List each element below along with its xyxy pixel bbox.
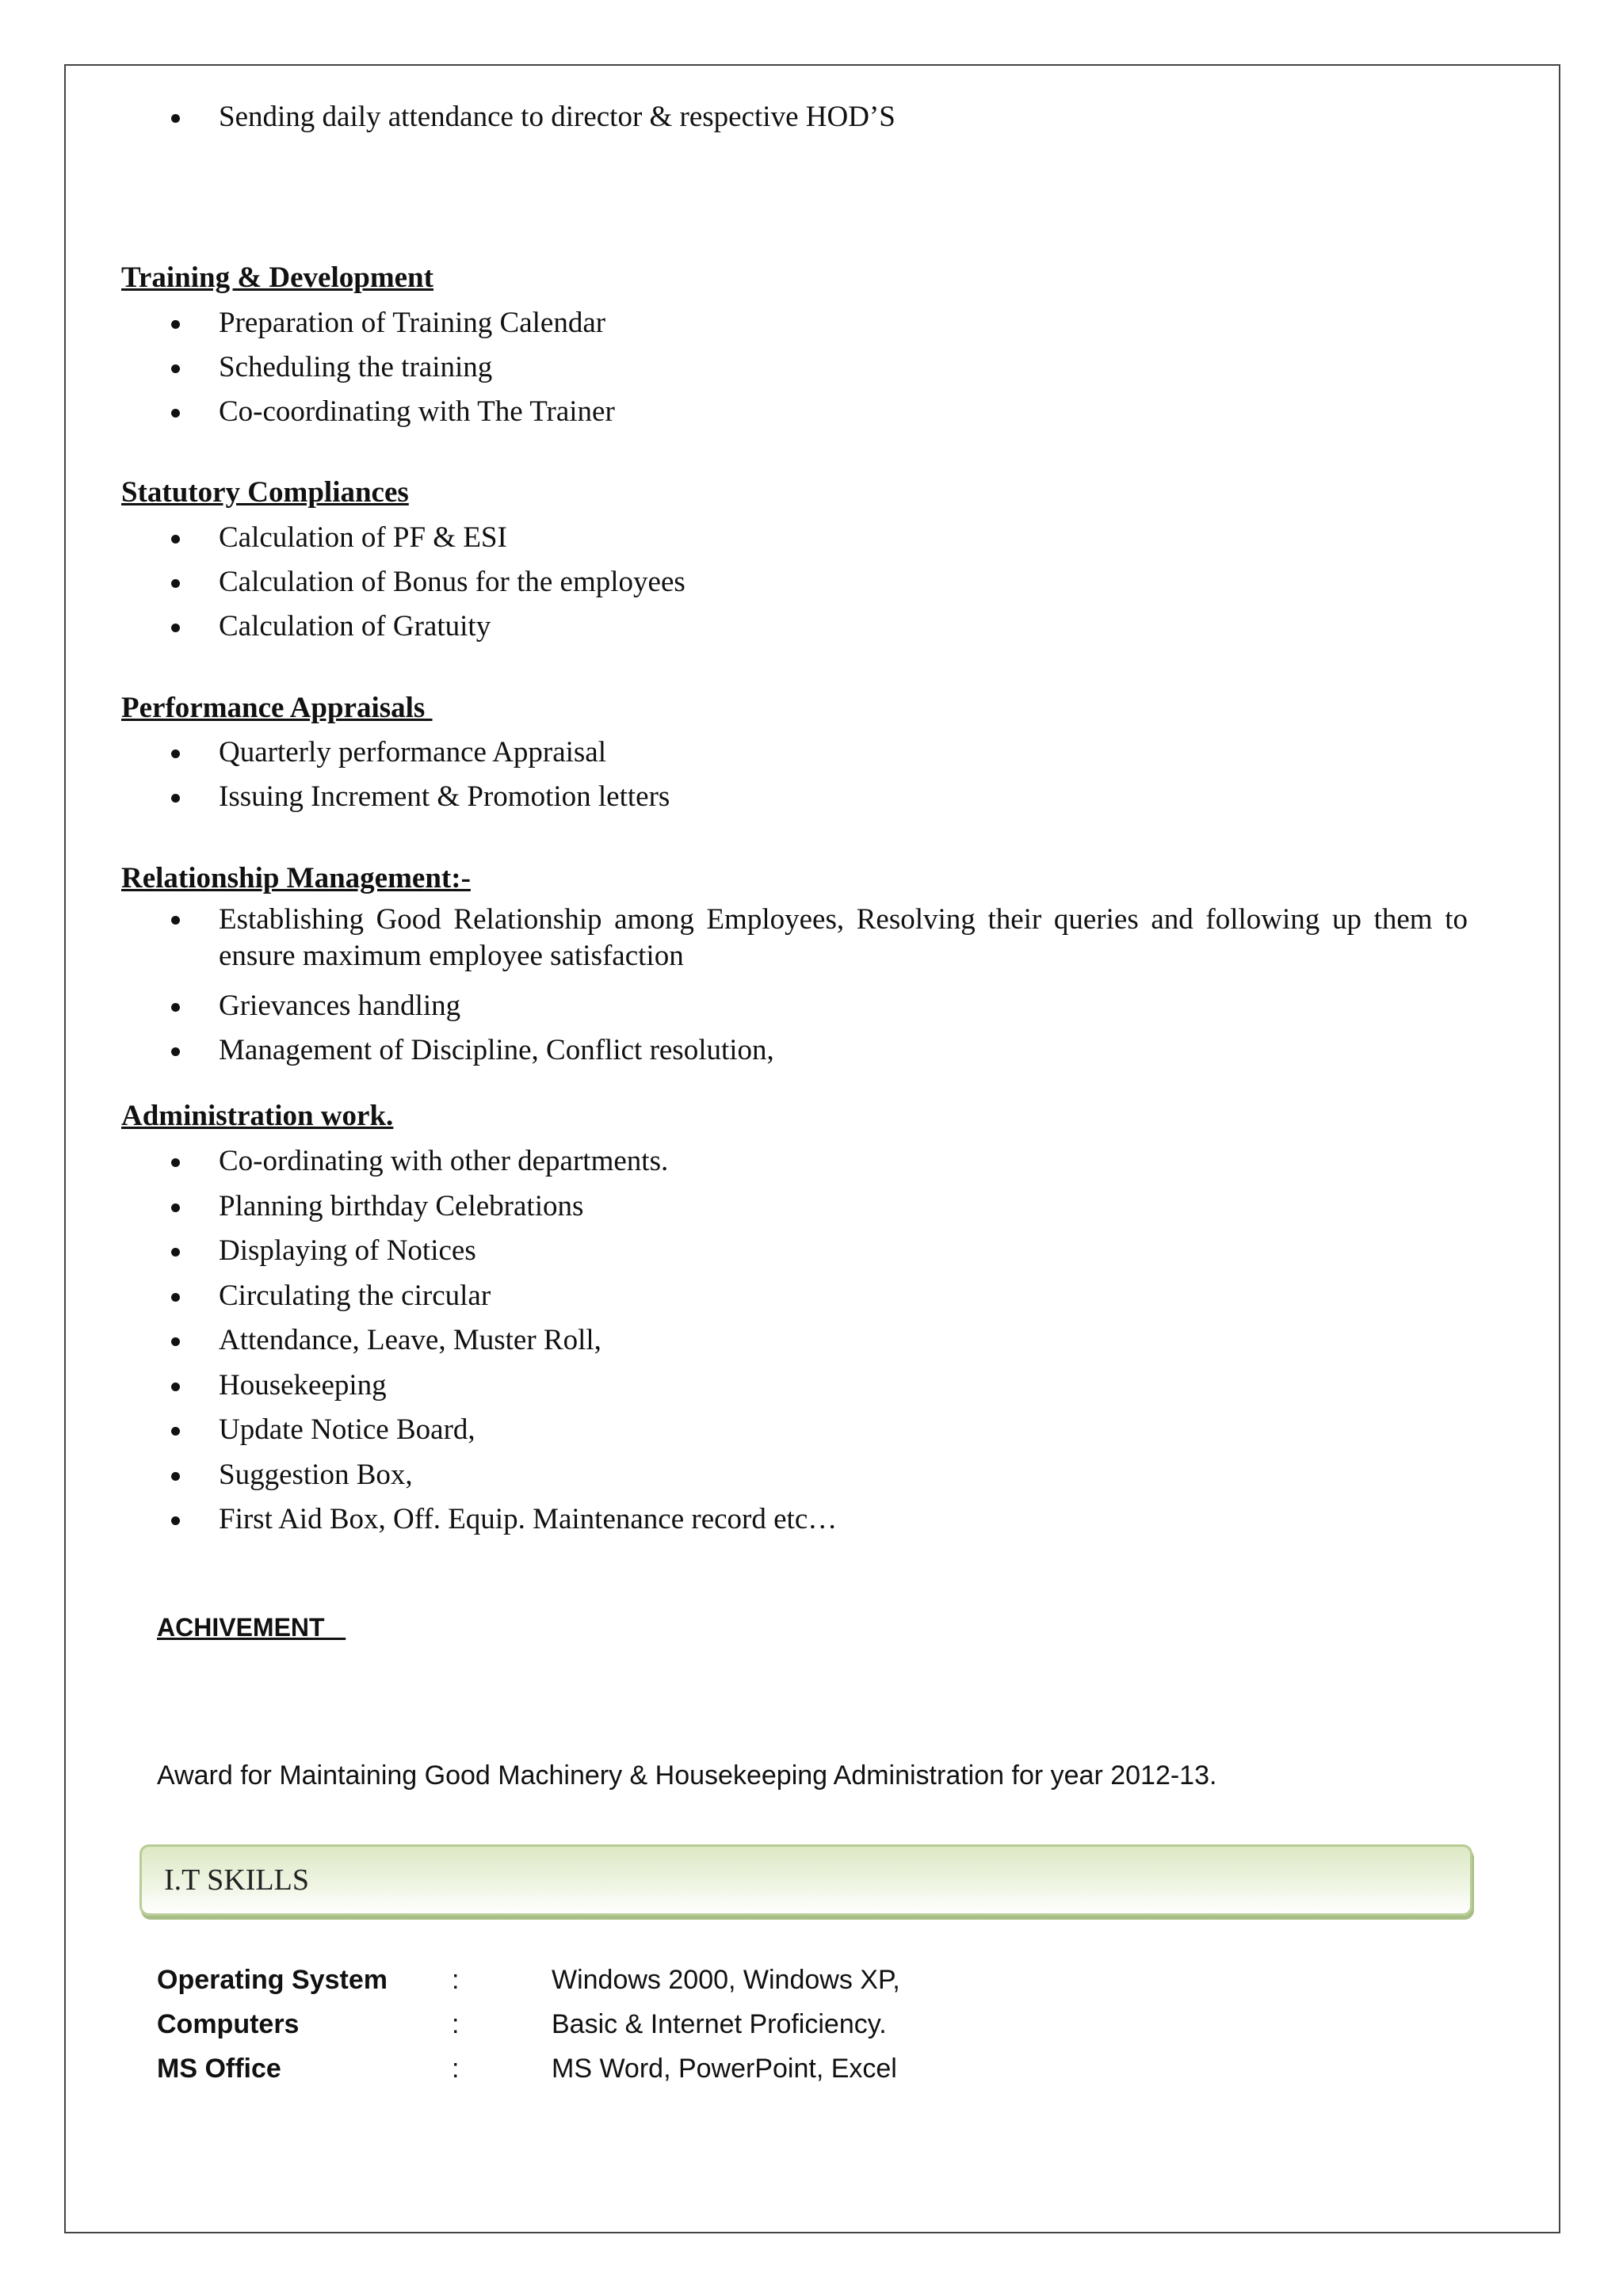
skill-row-ms-office: [0, 2054, 1623, 2098]
bullet-icon: [171, 624, 180, 632]
bullet-icon: [171, 1248, 180, 1257]
bullet-icon: [171, 1293, 180, 1302]
bullet-icon: [171, 794, 180, 803]
list-item-text: Update Notice Board,: [219, 1413, 475, 1446]
section-heading-statutory: Statutory Compliances: [121, 476, 409, 509]
list-item-text: Management of Discipline, Conflict resolution,: [219, 1034, 774, 1066]
it-skills-title: I.T SKILLS: [164, 1863, 309, 1897]
skill-separator: :: [452, 1965, 460, 1995]
list-item-text: Issuing Increment & Promotion letters: [219, 780, 670, 813]
list-item-text: Scheduling the training: [219, 351, 493, 383]
list-item-text: Housekeeping: [219, 1368, 387, 1402]
bullet-icon: [171, 1383, 180, 1391]
list-item-text: Co-coordinating with The Trainer: [219, 395, 615, 428]
list-item-text: Establishing Good Relationship among Employees, Resolving their queries and following up them to ensure maximum employee satisfaction: [219, 903, 1468, 972]
achievement-text: Award for Maintaining Good Machinery & Housekeeping Administration for year 2012-13.: [157, 1760, 1217, 1791]
list-item-text: Attendance, Leave, Muster Roll,: [219, 1324, 601, 1356]
bullet-icon: [171, 1203, 180, 1212]
section-heading-administration: Administration work.: [121, 1100, 394, 1132]
bullet-icon: [171, 579, 180, 588]
skill-separator: :: [452, 2009, 460, 2039]
achievement-heading: ACHIVEMENT: [157, 1613, 346, 1642]
list-item-text: Sending daily attendance to director & respective HOD’S: [219, 101, 896, 133]
skill-row-operating-system: [0, 1965, 1623, 2009]
bullet-icon: [171, 1158, 180, 1167]
skill-row-computers: [0, 2009, 1623, 2054]
skill-value: Basic & Internet Proficiency.: [552, 2009, 887, 2039]
bullet-icon: [171, 320, 180, 329]
list-item-text: Calculation of Gratuity: [219, 610, 491, 643]
list-item-text: First Aid Box, Off. Equip. Maintenance record etc…: [219, 1503, 838, 1535]
section-heading-relationship: Relationship Management:-: [121, 862, 471, 894]
bullet-icon: [171, 1427, 180, 1436]
skill-value: Windows 2000, Windows XP,: [552, 1965, 900, 1995]
section-heading-performance: Performance Appraisals: [121, 692, 433, 724]
it-skills-banner: [139, 1844, 1472, 1916]
skill-value: MS Word, PowerPoint, Excel: [552, 2054, 897, 2084]
skill-label: Operating System: [157, 1965, 388, 1995]
list-item-text: Preparation of Training Calendar: [219, 307, 606, 339]
skill-separator: :: [452, 2054, 460, 2084]
skill-label: Computers: [157, 2009, 300, 2039]
bullet-icon: [171, 1337, 180, 1346]
list-item-text: Displaying of Notices: [219, 1234, 476, 1267]
list-item-text: Suggestion Box,: [219, 1458, 413, 1491]
list-item-text: Calculation of Bonus for the employees: [219, 566, 685, 598]
bullet-icon: [171, 535, 180, 543]
list-item-text: Quarterly performance Appraisal: [219, 736, 607, 769]
list-item-text: Calculation of PF & ESI: [219, 521, 507, 554]
bullet-icon: [171, 749, 180, 758]
bullet-icon: [171, 1472, 180, 1481]
bullet-icon: [171, 364, 180, 373]
list-item-text: Circulating the circular: [219, 1279, 491, 1312]
bullet-icon: [171, 409, 180, 418]
bullet-icon: [171, 114, 180, 123]
list-item-text: Co-ordinating with other departments.: [219, 1145, 669, 1177]
list-item-text: Grievances handling: [219, 990, 461, 1022]
bullet-icon: [171, 916, 180, 925]
bullet-icon: [171, 1516, 180, 1525]
list-item-text: Planning birthday Celebrations: [219, 1189, 584, 1222]
skill-label: MS Office: [157, 2054, 281, 2084]
section-heading-training: Training & Development: [121, 261, 433, 294]
bullet-icon: [171, 1003, 180, 1012]
bullet-icon: [171, 1047, 180, 1056]
